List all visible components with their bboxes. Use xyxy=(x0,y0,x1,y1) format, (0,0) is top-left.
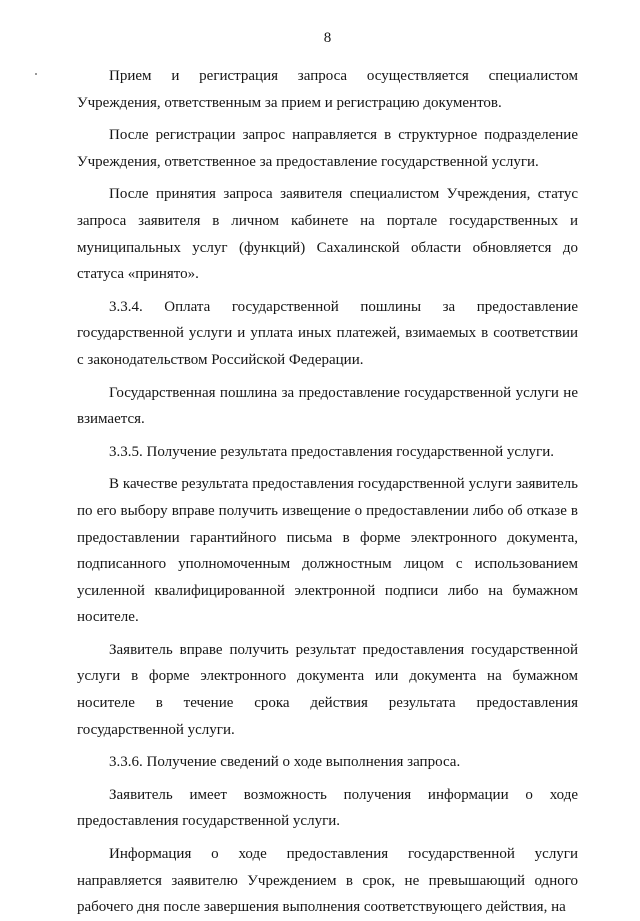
paragraph-result: В качестве результата предоставления государственной услуги заявитель по его выбору вправе получить извещение о предоставлении либо об отказе в предоставлении гарантийного письма в форме электронного документа, подписанного уполномоченным должностным лицом с использованием усиленной квалифицированной электронной подписи либо на бумажном носителе. xyxy=(77,476,578,626)
paragraph-3-3-6: 3.3.6. Получение сведений о ходе выполнения запроса. xyxy=(109,754,461,771)
paragraph-result-form: Заявитель вправе получить результат предоставления государственной услуги в форме электронного документа или документа на бумажном носителе в течение срока действия результата предоставления государственной услуги. xyxy=(77,641,578,738)
paragraph-info-possibility: Заявитель имеет возможность получения информации о ходе предоставления государственной услуги. xyxy=(77,786,578,830)
paragraph-info-delivery: Информация о ходе предоставления государственной услуги направляется заявителю Учреждением в срок, не превышающий одного рабочего дня после завершения выполнения соответствующего действия, на xyxy=(77,846,578,916)
paragraph-status: После принятия запроса заявителя специалистом Учреждения, статус запроса заявителя в личном кабинете на портале государственных и муниципальных услуг (функций) Сахалинской области обновляется до статуса «принято». xyxy=(77,186,578,283)
paragraph-reception: Прием и регистрация запроса осуществляется специалистом Учреждения, ответственным за прием и регистрацию документов. xyxy=(77,68,578,111)
scan-speck xyxy=(35,73,37,75)
paragraph-duty: Государственная пошлина за предоставление государственной услуги не взимается. xyxy=(77,384,578,428)
paragraph-registration: После регистрации запрос направляется в структурное подразделение Учреждения, ответственное за предоставление государственной услуги. xyxy=(77,127,578,170)
page-number: 8 xyxy=(323,30,332,46)
paragraph-3-3-4: 3.3.4. Оплата государственной пошлины за предоставление государственной услуги и уплата иных платежей, взимаемых в соответствии с законодательством Российской Федерации. xyxy=(77,298,578,368)
paragraph-3-3-5: 3.3.5. Получение результата предоставления государственной услуги. xyxy=(109,443,554,460)
